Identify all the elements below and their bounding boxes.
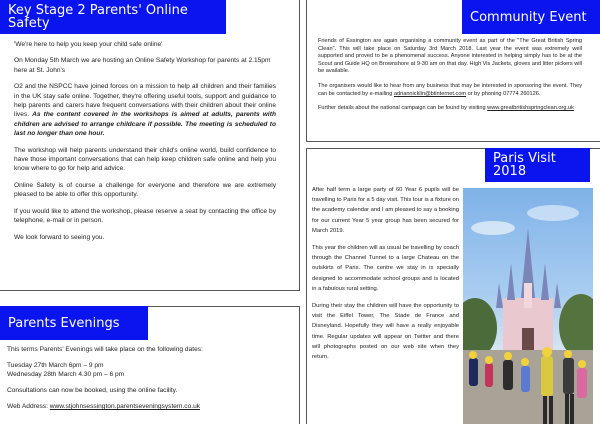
community-email-link[interactable]: adriannicklin@btinternet.com — [393, 90, 467, 97]
community-p1: Friends of Essington are again organising a community event as part of the "The Great British Spring Clean". This will take place on Saturday 3rd March 2018. Last year the event was extremely well supported and proved to be a phenomenal success. Anyone interested in helping simply has to be at the Scout and Guide HQ on Brownshore at 9-30 am on that day. High Vis Jackets, gloves and litter pickers will be available. — [318, 38, 582, 75]
paris-p3: During their stay the children will have the opportunity to visit the Eiffel Tower, The Stade de France and Disneyland. Hopefully they will have a really enjoyable time. Regular updates will appear on Twitter and there will photographs posted on our web site when they return. — [312, 303, 459, 361]
evenings-dates — [7, 361, 292, 379]
safety-p3: The workshop will help parents understand their child's online world, build confidence to have those important conversations that can help keep children safe online and help you know where to go for help and advice. — [14, 146, 276, 173]
paris-p2: This year the children will as usual be travelling by coach through the Channel Tunnel to a large Chateau on the outskirts of Paris. The centre we stay in is specially designed to accommodate school groups and is located in a fabulous rural setting. — [312, 245, 459, 292]
safety-body — [14, 40, 276, 249]
safety-p6: We look forward to seeing you. — [14, 233, 105, 241]
safety-p5: If you would like to attend the workshop, please reserve a seat by contacting the office by telephone, e-mail or in person. — [14, 207, 276, 225]
community-p2-tail: or by phoning 07774 260126. — [466, 90, 541, 97]
safety-p4: Online Safety is of course a challenge for everyone and therefore we are extremely pleased to be able to offer this opportunity. — [14, 181, 276, 199]
safety-banner — [0, 0, 226, 34]
community-body — [318, 38, 582, 120]
community-banner — [462, 0, 600, 34]
safety-p1: On Monday 5th March we are hosting an Online Safety Workshop for parents at 2.15pm here at St. John's — [14, 57, 271, 74]
evenings-date2: Wednesday 28th March 4.30 pm – 6 pm — [7, 371, 125, 378]
evenings-web-label: Web Address: — [7, 403, 50, 410]
safety-p2 — [14, 82, 276, 138]
community-campaign-link[interactable]: www.greatbritishspringclean.org.uk — [487, 105, 574, 112]
paris-p1: After half term a large party of 60 Year 6 pupils will be travelling to Paris for a 5 day visit. This tour is a fixture on the academy calendar and I am pleased to say a booking for our current Year 5 year group has been secured for March 2019. — [312, 187, 459, 234]
paris-banner-title: Paris Visit 2018 — [493, 151, 556, 179]
safety-quote: 'We're here to help you keep your child safe online' — [14, 41, 163, 48]
safety-p2-text: O2 and the NSPCC have joined forces on a mission to help all children and their families in the UK stay safe online. Together, they're offering useful tools, support and guidance to help parents and carers have frequent conversations with their children about their online lives. — [14, 83, 276, 119]
safety-banner-title: Key Stage 2 Parents' Online Safety — [8, 3, 188, 31]
safety-p2-bold: As the content covered in the workshops is aimed at adults, parents with children are advised to arrange childcare if possible. The meeting is scheduled to last no longer than one hour. — [14, 111, 276, 138]
evenings-intro: This terms Parents' Evenings will take place on the following dates: — [7, 346, 203, 353]
paris-photo — [463, 188, 593, 424]
paris-body — [312, 185, 459, 369]
evenings-body — [7, 345, 292, 418]
evenings-booking: Consultations can now be booked, using the online facility. — [7, 387, 178, 394]
evenings-date1: Tuesday 27th March 6pm – 9 pm — [7, 362, 104, 369]
evenings-web — [7, 402, 292, 411]
community-p3-text: Further details about the national campaign can be found by visiting — [318, 105, 488, 112]
community-p2 — [318, 83, 582, 98]
evenings-web-link[interactable]: www.stjohnsessington.parentseveningsystem.co.uk — [49, 403, 201, 410]
community-banner-title: Community Event — [470, 9, 587, 25]
paris-banner — [485, 148, 590, 182]
castle-photo-illustration — [463, 188, 593, 424]
evenings-banner — [0, 306, 148, 340]
community-p3 — [318, 105, 582, 113]
evenings-banner-title: Parents Evenings — [8, 315, 120, 331]
community-p2-text: The organisers would like to hear from any business that may be interested in sponsoring the event. They can be contacted by e-mailing — [318, 82, 582, 97]
